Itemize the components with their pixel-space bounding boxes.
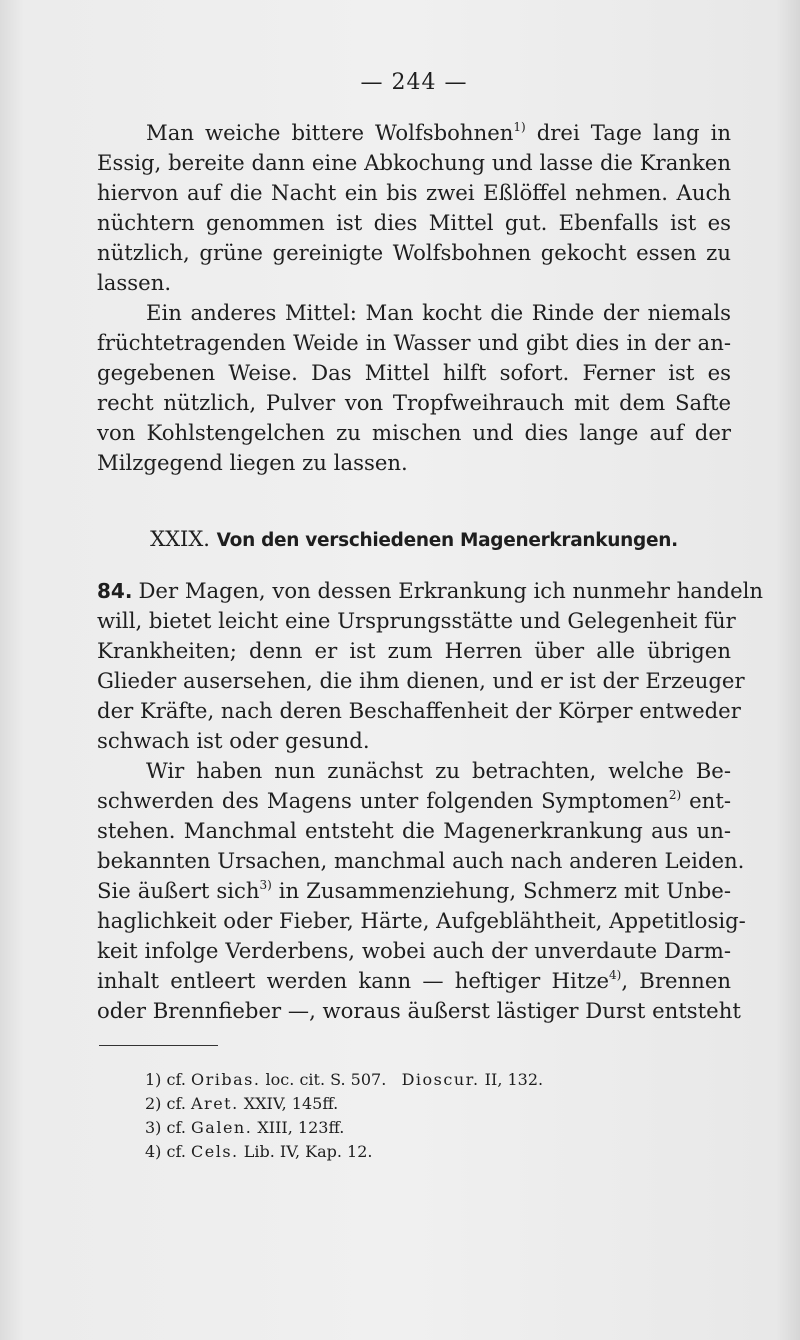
footnote-number: 3) [145,1118,162,1137]
footnote-number: 4) [145,1142,162,1161]
text-line [97,118,731,148]
footnote-2 [145,1092,705,1116]
footnote-text: cf. [166,1094,191,1113]
text-segment: inhalt entleert werden kann — heftiger Hitze [97,968,610,993]
footnote-text: cf. [166,1070,191,1089]
text-line: keit infolge Verderbens, wobei auch der unverdaute Darm- [97,938,731,963]
text-segment: schwerden des Magens unter folgenden Symptomen [97,788,669,813]
text-line: Krankheiten; denn er ist zum Herren über alle übrigen [97,638,731,663]
footnote-author: Galen. [191,1118,253,1137]
footnote-author: Oribas. [191,1070,261,1089]
text-line: früchtetragenden Weide in Wasser und gibt dies in der an- [97,330,731,355]
text-segment: ent- [681,788,732,813]
text-line: stehen. Manchmal entsteht die Magenerkrankung aus un- [97,818,731,843]
chapter-number: XXIX. [150,527,210,551]
footnote-text: loc. cit. S. 507. [260,1070,402,1089]
chapter-heading [97,524,731,556]
text-segment: Der Magen, von dessen Erkrankung ich nunmehr handeln [138,578,764,603]
footnote-author: Aret. [191,1094,239,1113]
text-line: Glieder ausersehen, die ihm dienen, und er ist der Erzeuger [97,668,745,693]
page-number: — 244 — [360,70,468,95]
footnote-text: cf. [166,1142,191,1161]
footnote-ref: 4) [609,968,622,982]
paragraph-wolfsbohnen [97,118,731,298]
paragraph-anderes-mittel [97,298,731,478]
text-line [97,876,731,906]
paragraph-symptome [97,756,746,1026]
footnote-divider [99,1045,218,1046]
text-line: gegebenen Weise. Das Mittel hilft sofort. Ferner ist es [97,360,731,385]
section-number: 84. [97,579,133,603]
text-line: Essig, bereite dann eine Abkochung und lasse die Kranken [97,150,731,175]
footnote-text: XXIV, 145ff. [238,1094,339,1113]
text-line: oder Brennfieber —, woraus äußerst lästiger Durst entsteht [97,998,741,1023]
footnote-number: 2) [145,1094,162,1113]
text-line: bekannten Ursachen, manchmal auch nach anderen Leiden. [97,848,745,873]
text-line: Wir haben nun zunächst zu betrachten, welche Be- [146,758,731,783]
footnote-ref: 1) [513,120,526,134]
footnote-ref: 3) [259,878,272,892]
footnote-text: Lib. IV, Kap. 12. [238,1142,373,1161]
text-segment: , Brennen [621,968,732,993]
footnote-text: cf. [166,1118,191,1137]
text-line: haglichkeit oder Fieber, Härte, Aufgeblähtheit, Appetitlosig- [97,908,746,933]
text-line [97,786,731,816]
text-line: nüchtern genommen ist dies Mittel gut. Ebenfalls ist es [97,210,731,235]
text-segment: in Zusammenziehung, Schmerz mit Unbe- [271,878,732,903]
text-line: will, bietet leicht eine Ursprungsstätte und Gelegenheit für [97,608,736,633]
footnotes [145,1068,705,1164]
footnote-4 [145,1140,705,1164]
footnote-ref: 2) [668,788,682,802]
text-segment: Sie äußert sich [97,878,260,903]
text-line [97,966,731,996]
text-line: schwach ist oder gesund. [97,728,370,753]
footnote-1 [145,1068,705,1092]
text-line: Milzgegend liegen zu lassen. [97,450,408,475]
footnote-text: II, 132. [479,1070,544,1089]
chapter-title: Von den verschiedenen Magenerkrankungen. [216,530,678,551]
text-line: Ein anderes Mittel: Man kocht die Rinde der niemals [146,300,731,325]
paragraph-section-84 [97,576,764,756]
text-segment: Man weiche bittere Wolfsbohnen [146,120,514,145]
footnote-author: Cels. [191,1142,239,1161]
text-line: von Kohlstengelchen zu mischen und dies lange auf der [97,420,731,445]
text-line: lassen. [97,270,172,295]
text-line: recht nützlich, Pulver von Tropfweihrauch mit dem Safte [97,390,731,415]
text-segment: drei Tage lang in [525,120,731,145]
footnote-number: 1) [145,1070,162,1089]
footnote-text: XIII, 123ff. [252,1118,345,1137]
text-line: hiervon auf die Nacht ein bis zwei Eßlöffel nehmen. Auch [97,180,731,205]
text-line: nützlich, grüne gereinigte Wolfsbohnen gekocht essen zu [97,240,731,265]
text-line: der Kräfte, nach deren Beschaffenheit der Körper entweder [97,698,741,723]
footnote-author: Dioscur. [401,1070,480,1089]
footnote-3 [145,1116,705,1140]
text-line [97,576,764,606]
